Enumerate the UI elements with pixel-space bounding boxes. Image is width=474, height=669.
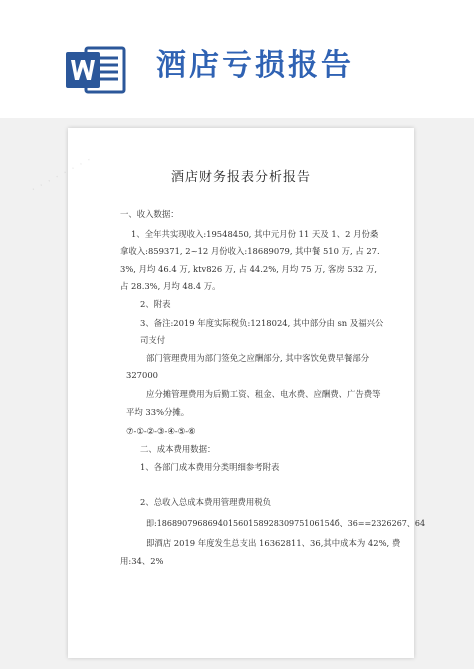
doc-line: 用:34、2%: [120, 556, 164, 566]
document-title: 酒店财务报表分析报告: [170, 170, 311, 185]
doc-line: 应分摊管理费用为后勤工资、租金、电水费、应酬费、广告费等: [146, 389, 381, 399]
header: [0, 0, 474, 132]
doc-line: 2、总收入总成本费用管理费用税负: [140, 497, 271, 507]
doc-line: 3%, 月均 46.4 万, ktv826 万, 占 44.2%, 月均 75 万, 客房 532 万,: [120, 264, 378, 274]
doc-line: 占 28.3%, 月均 48.4 万。: [120, 281, 221, 291]
document-page: [28, 128, 426, 658]
doc-line: 3、备注:2019 年度实际税负:1218024, 其中部分由 sn 及福兴公: [140, 318, 384, 328]
doc-line: 1、全年共实现收入:19548450, 其中元月份 11 天及 1、2 月份桑: [131, 229, 379, 239]
doc-line: 拿收入:859371, 2~12 月份收入:18689079, 其中餐 510 万, 占 27.: [120, 246, 380, 256]
doc-line: 2、附表: [140, 299, 171, 309]
doc-line: 二、成本费用数据：: [140, 444, 216, 454]
doc-line: 1、各部门成本费用分类明细参考附表: [140, 462, 280, 472]
doc-line: 即酒店 2019 年度发生总支出 16362811、36,其中成本为 42%, 费: [146, 538, 401, 548]
doc-line: ⑦-①-②-③-④-⑤-⑥: [126, 426, 196, 436]
word-doc-icon: [64, 44, 128, 96]
doc-line: 平均 33%分摊。: [126, 407, 190, 417]
doc-line: 一、收入数据：: [120, 209, 179, 219]
doc-line: 司支付: [140, 335, 166, 345]
doc-line: 部门管理费用为部门签免之应酬部分, 其中客饮免费早餐部分: [146, 353, 370, 363]
watermark: · · · · · · · ·: [28, 152, 95, 197]
doc-line: 327000: [126, 370, 158, 380]
banner-title: 酒店亏损报告: [156, 48, 354, 83]
doc-line: 即:18689079686940156015892830975106154б、36==2326267、64: [146, 519, 426, 528]
